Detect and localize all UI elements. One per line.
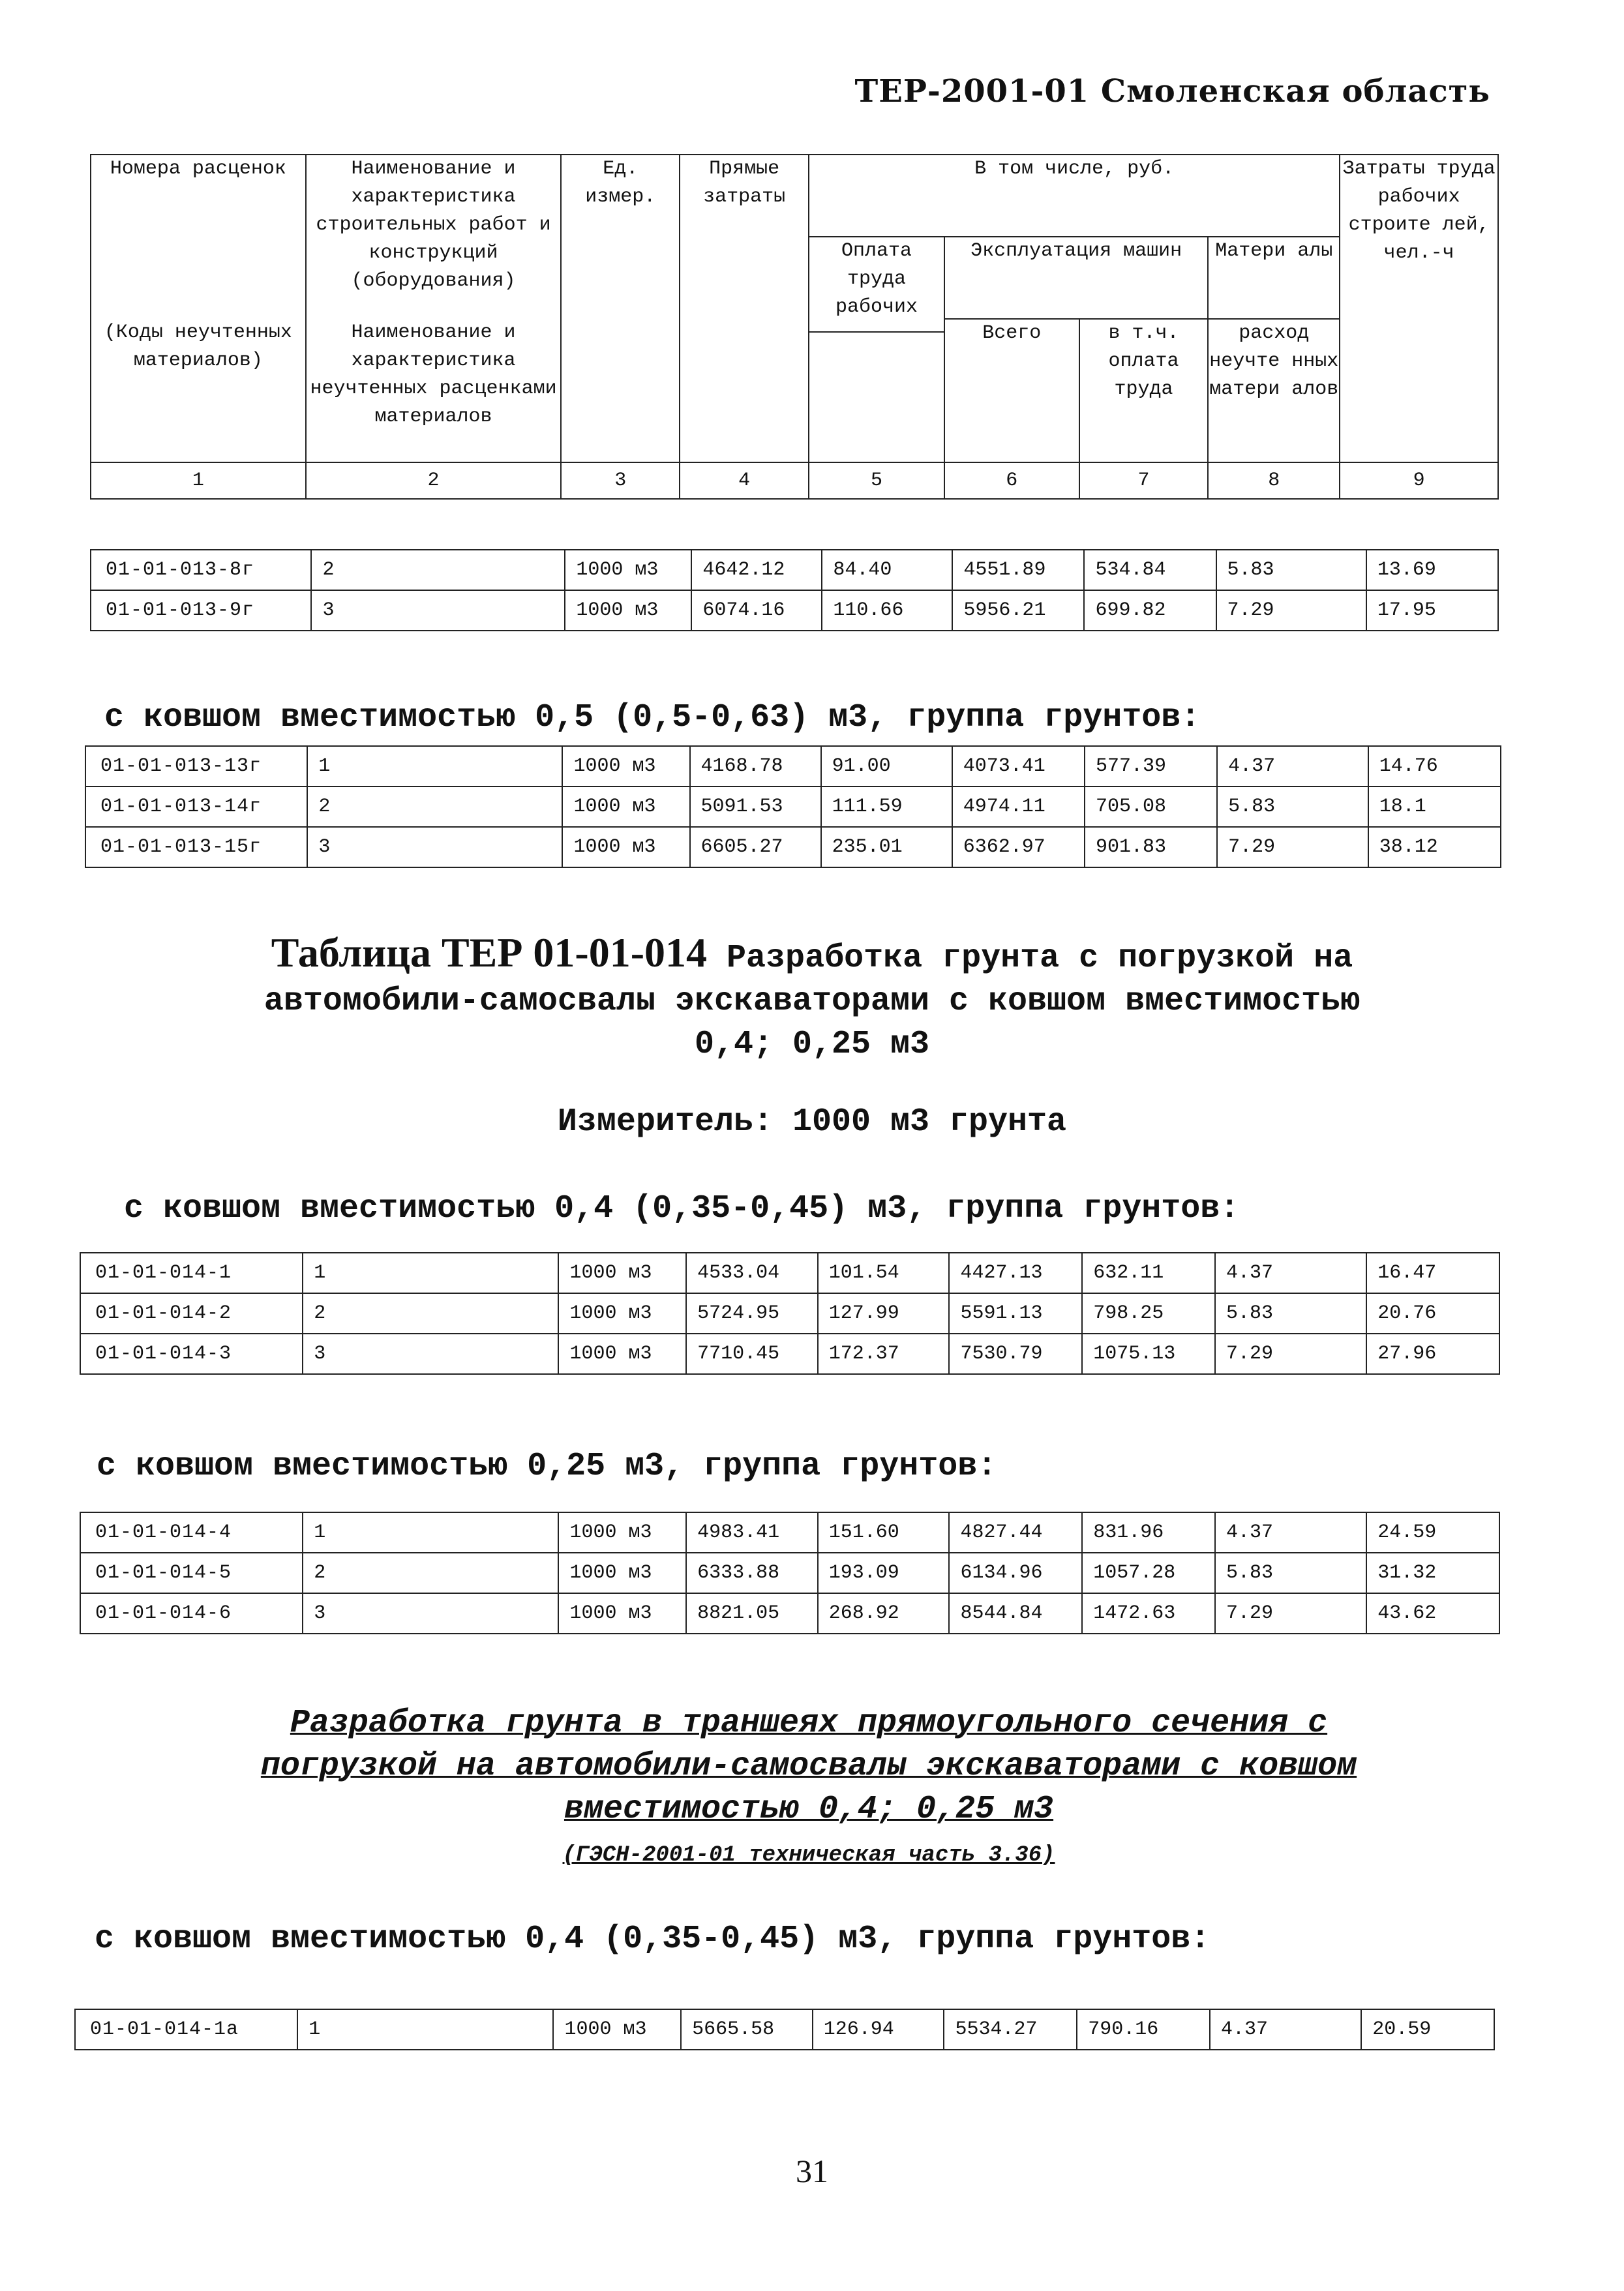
table-cell: 2 xyxy=(311,550,565,590)
col-number: 7 xyxy=(1079,462,1209,499)
table-cell: 1075.13 xyxy=(1082,1334,1215,1374)
hdr-col8-top: Матери алы xyxy=(1208,237,1340,319)
table-row xyxy=(75,2009,1494,2050)
table-caption xyxy=(124,931,1500,1066)
table-cell: 4.37 xyxy=(1210,2009,1361,2050)
table-cell: 5591.13 xyxy=(949,1293,1082,1334)
table-cell: 2 xyxy=(307,786,562,827)
table-cell: 534.84 xyxy=(1084,550,1216,590)
table-row xyxy=(80,1593,1499,1634)
table-cell: 632.11 xyxy=(1082,1253,1215,1293)
hdr-col9: Затраты труда рабочих строите лей, чел.-ч xyxy=(1340,155,1498,462)
table-cell: 4.37 xyxy=(1215,1253,1366,1293)
table-cell: 3 xyxy=(303,1334,558,1374)
table-cell: 705.08 xyxy=(1085,786,1217,827)
table-cell: 13.69 xyxy=(1366,550,1498,590)
table-cell: 91.00 xyxy=(821,746,952,786)
table-cell: 5091.53 xyxy=(690,786,821,827)
table-cell: 1000 м3 xyxy=(558,1512,686,1553)
col-number: 2 xyxy=(306,462,562,499)
table-cell: 1000 м3 xyxy=(562,827,689,867)
table-caption-line3: 0,4; 0,25 м3 xyxy=(694,1026,930,1063)
table-cell: 6333.88 xyxy=(686,1553,818,1593)
italic-line3: вместимостью 0,4; 0,25 м3 xyxy=(564,1791,1054,1828)
table-cell: 111.59 xyxy=(821,786,952,827)
table-cell: 901.83 xyxy=(1085,827,1217,867)
table-cell: 01-01-014-3 xyxy=(80,1334,303,1374)
table-cell: 4551.89 xyxy=(952,550,1084,590)
table-cell: 6134.96 xyxy=(949,1553,1082,1593)
table-cell: 2 xyxy=(303,1553,558,1593)
table-cell: 20.59 xyxy=(1361,2009,1494,2050)
group-e-title: с ковшом вместимостью 0,4 (0,35-0,45) м3, группа грунтов: xyxy=(95,1921,1210,1958)
table-cell: 6605.27 xyxy=(690,827,821,867)
table-cell: 4073.41 xyxy=(952,746,1085,786)
table-cell: 268.92 xyxy=(818,1593,950,1634)
table-cell: 24.59 xyxy=(1366,1512,1499,1553)
table-row xyxy=(80,1512,1499,1553)
table-cell: 14.76 xyxy=(1368,746,1501,786)
table-row xyxy=(85,827,1501,867)
rates-table-a xyxy=(90,549,1499,631)
col-number: 3 xyxy=(561,462,680,499)
italic-line1: Разработка грунта в траншеях прямоугольного сечения с xyxy=(290,1705,1328,1742)
table-cell: 235.01 xyxy=(821,827,952,867)
col-number: 9 xyxy=(1340,462,1498,499)
table-cell: 5.83 xyxy=(1215,1553,1366,1593)
table-cell: 7.29 xyxy=(1217,827,1368,867)
table-cell: 01-01-013-14г xyxy=(85,786,307,827)
table-cell: 16.47 xyxy=(1366,1253,1499,1293)
table-cell: 4533.04 xyxy=(686,1253,818,1293)
table-cell: 5956.21 xyxy=(952,590,1084,631)
table-cell: 4974.11 xyxy=(952,786,1085,827)
table-cell: 4983.41 xyxy=(686,1512,818,1553)
table-cell: 1 xyxy=(303,1512,558,1553)
header-table xyxy=(90,154,1499,500)
table-cell: 1472.63 xyxy=(1082,1593,1215,1634)
table-row xyxy=(80,1334,1499,1374)
table-cell: 127.99 xyxy=(818,1293,950,1334)
rates-table-e xyxy=(74,2009,1495,2050)
col-number: 6 xyxy=(944,462,1079,499)
italic-reference: (ГЭСН-2001-01 техническая часть 3.36) xyxy=(562,1843,1055,1868)
hdr-col3: Ед. измер. xyxy=(561,155,680,462)
table-row xyxy=(85,786,1501,827)
table-cell: 151.60 xyxy=(818,1512,950,1553)
table-cell: 20.76 xyxy=(1366,1293,1499,1334)
table-cell: 1000 м3 xyxy=(558,1334,686,1374)
table-cell: 831.96 xyxy=(1082,1512,1215,1553)
table-cell: 01-01-013-13г xyxy=(85,746,307,786)
table-cell: 01-01-014-1 xyxy=(80,1253,303,1293)
hdr-col6: Всего xyxy=(944,319,1079,462)
table-cell: 01-01-014-5 xyxy=(80,1553,303,1593)
hdr-col4: Прямые затраты xyxy=(680,155,809,462)
table-cell: 4.37 xyxy=(1215,1512,1366,1553)
table-cell: 4.37 xyxy=(1217,746,1368,786)
table-cell: 01-01-014-6 xyxy=(80,1593,303,1634)
table-cell: 1000 м3 xyxy=(562,746,689,786)
table-cell: 1000 м3 xyxy=(565,590,691,631)
table-cell: 01-01-013-9г xyxy=(91,590,311,631)
table-row xyxy=(80,1553,1499,1593)
table-cell: 01-01-014-1а xyxy=(75,2009,297,2050)
table-cell: 43.62 xyxy=(1366,1593,1499,1634)
hdr-col-machines: Эксплуатация машин xyxy=(944,237,1209,319)
table-cell: 1000 м3 xyxy=(565,550,691,590)
group-c-title: с ковшом вместимостью 0,4 (0,35-0,45) м3, группа грунтов: xyxy=(124,1190,1240,1227)
table-cell: 4427.13 xyxy=(949,1253,1082,1293)
group-d-title: с ковшом вместимостью 0,25 м3, группа грунтов: xyxy=(97,1448,997,1485)
table-cell: 1000 м3 xyxy=(558,1253,686,1293)
table-cell: 790.16 xyxy=(1077,2009,1210,2050)
rates-table-c xyxy=(80,1252,1500,1375)
table-cell: 5724.95 xyxy=(686,1293,818,1334)
table-cell: 8544.84 xyxy=(949,1593,1082,1634)
table-cell: 5.83 xyxy=(1217,786,1368,827)
table-cell: 01-01-013-15г xyxy=(85,827,307,867)
table-cell: 798.25 xyxy=(1082,1293,1215,1334)
table-row xyxy=(80,1293,1499,1334)
table-cell: 27.96 xyxy=(1366,1334,1499,1374)
table-row xyxy=(80,1253,1499,1293)
table-cell: 1057.28 xyxy=(1082,1553,1215,1593)
col-number: 4 xyxy=(680,462,809,499)
table-cell: 193.09 xyxy=(818,1553,950,1593)
table-cell: 1000 м3 xyxy=(553,2009,681,2050)
table-cell: 4827.44 xyxy=(949,1512,1082,1553)
table-cell: 7.29 xyxy=(1215,1334,1366,1374)
measure-unit: Измеритель: 1000 м3 грунта xyxy=(557,1103,1067,1141)
hdr-col-group: В том числе, руб. xyxy=(809,155,1340,237)
table-cell: 3 xyxy=(311,590,565,631)
table-caption-label: Таблица ТЕР 01-01-014 xyxy=(271,929,708,976)
table-cell: 1 xyxy=(307,746,562,786)
table-cell: 4168.78 xyxy=(690,746,821,786)
col-number: 8 xyxy=(1208,462,1340,499)
table-cell: 699.82 xyxy=(1084,590,1216,631)
table-cell: 4642.12 xyxy=(691,550,822,590)
page-header: ТЕР-2001-01 Смоленская область xyxy=(854,73,1490,110)
table-cell: 17.95 xyxy=(1366,590,1498,631)
page-number: 31 xyxy=(796,2153,828,2189)
table-cell: 18.1 xyxy=(1368,786,1501,827)
table-cell: 1000 м3 xyxy=(558,1293,686,1334)
table-cell: 7.29 xyxy=(1215,1593,1366,1634)
table-row xyxy=(85,746,1501,786)
table-cell: 5534.27 xyxy=(944,2009,1077,2050)
hdr-col7: в т.ч. оплата труда xyxy=(1079,319,1209,462)
table-cell: 5.83 xyxy=(1216,550,1366,590)
table-row xyxy=(91,550,1498,590)
italic-line2: погрузкой на автомобили-самосвалы экскаваторами с ковшом xyxy=(260,1748,1357,1785)
italic-section-title xyxy=(98,1702,1520,1874)
table-cell: 6362.97 xyxy=(952,827,1085,867)
table-cell: 1 xyxy=(297,2009,553,2050)
table-cell: 5665.58 xyxy=(681,2009,813,2050)
table-cell: 7710.45 xyxy=(686,1334,818,1374)
table-cell: 1000 м3 xyxy=(558,1553,686,1593)
table-cell: 110.66 xyxy=(822,590,952,631)
hdr-col2-bottom: Наименование и характеристика неучтенных расценками материалов xyxy=(306,319,562,462)
table-cell: 01-01-014-4 xyxy=(80,1512,303,1553)
table-cell: 172.37 xyxy=(818,1334,950,1374)
table-cell: 126.94 xyxy=(813,2009,944,2050)
table-cell: 577.39 xyxy=(1085,746,1217,786)
table-caption-line2: автомобили-самосвалы экскаваторами с ковшом вместимостью xyxy=(263,983,1361,1020)
table-cell: 1 xyxy=(303,1253,558,1293)
col-number: 5 xyxy=(809,462,944,499)
table-cell: 84.40 xyxy=(822,550,952,590)
table-cell: 3 xyxy=(307,827,562,867)
hdr-col5: Оплата труда рабочих xyxy=(809,237,944,332)
table-cell: 7.29 xyxy=(1216,590,1366,631)
col-number: 1 xyxy=(91,462,306,499)
hdr-col2-top: Наименование и характеристика строительных работ и конструкций (оборудования) xyxy=(306,155,562,319)
table-cell: 5.83 xyxy=(1215,1293,1366,1334)
table-row xyxy=(91,590,1498,631)
table-cell: 01-01-014-2 xyxy=(80,1293,303,1334)
table-cell: 1000 м3 xyxy=(562,786,689,827)
hdr-col1-bottom: (Коды неучтенных материалов) xyxy=(91,319,306,462)
hdr-col8-bottom: расход неучте нных матери алов xyxy=(1208,319,1340,462)
table-cell: 101.54 xyxy=(818,1253,950,1293)
table-caption-line1: Разработка грунта с погрузкой на xyxy=(727,940,1353,977)
table-cell: 38.12 xyxy=(1368,827,1501,867)
table-cell: 01-01-013-8г xyxy=(91,550,311,590)
rates-table-d xyxy=(80,1512,1500,1634)
table-cell: 7530.79 xyxy=(949,1334,1082,1374)
rates-table-b xyxy=(85,745,1501,868)
table-cell: 8821.05 xyxy=(686,1593,818,1634)
hdr-col1-top: Номера расценок xyxy=(91,155,306,319)
table-cell: 6074.16 xyxy=(691,590,822,631)
table-cell: 31.32 xyxy=(1366,1553,1499,1593)
group-b-title: с ковшом вместимостью 0,5 (0,5-0,63) м3, группа грунтов: xyxy=(104,699,1201,736)
table-cell: 3 xyxy=(303,1593,558,1634)
table-cell: 2 xyxy=(303,1293,558,1334)
table-cell: 1000 м3 xyxy=(558,1593,686,1634)
